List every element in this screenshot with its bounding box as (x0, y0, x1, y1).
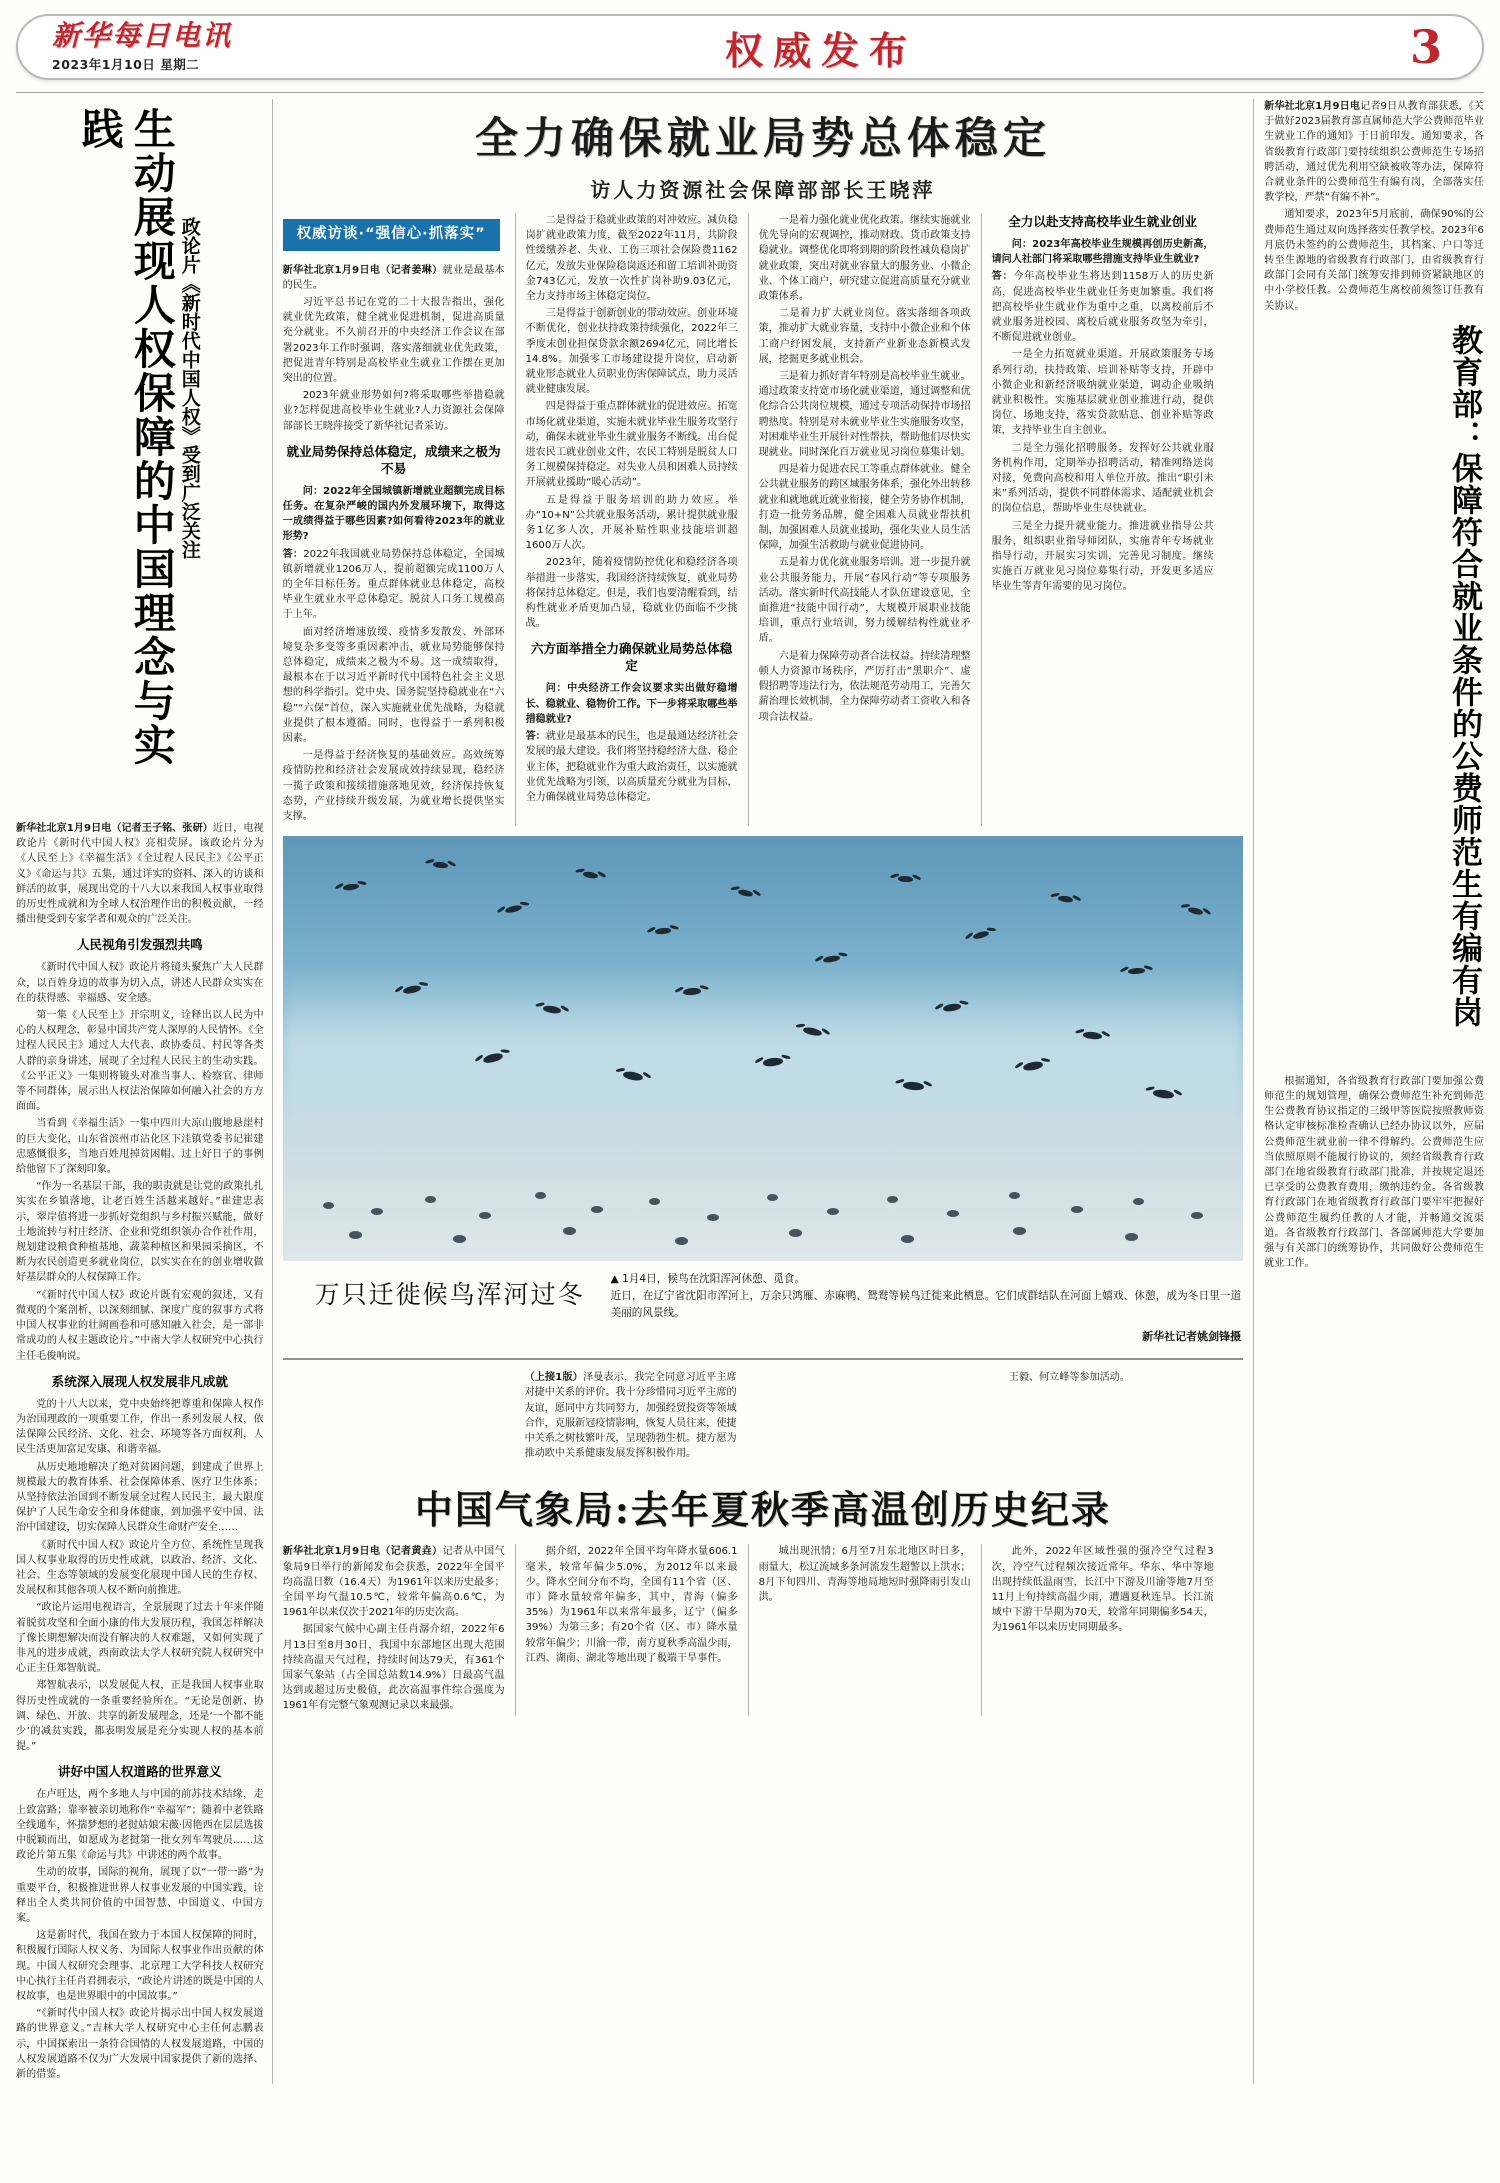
center-para: 五是得益于服务培训的助力效应。举办“10+N”公共就业服务活动，累计提供就业服务1亿多人次，开展补贴性职业技能培训超1600万人次。 (525, 494, 738, 552)
left-para: 《新时代中国人权》政论片全方位、系统性呈现我国人权事业取得的历史性成就，以政治、经济、文化、社会、生态等领域的发展变化展现中国人民的生存权、发展权和其他各项人权不断向前推进。 (16, 1539, 264, 1597)
flying-bird (897, 876, 912, 883)
center-para: 四是得益于重点群体就业的促进效应。拓宽市场化就业渠道，实施未就业毕业生服务攻坚行动，确保未就业毕业生就业服务不断线。出台促进农民工就业创业文件，农民工特别是脱贫人口务工规模保持稳定。对失业人员和困难人员持续开展就业援助“暖心活动”。 (525, 401, 738, 489)
center-section-heading-2: 六方面举措全力确保就业局势总体稳定 (530, 641, 733, 674)
photo-caption-row (283, 1261, 1244, 1348)
photo-caption-body (611, 1271, 1242, 1344)
continued-col-2 (515, 1370, 747, 1463)
left-para: “《新时代中国人权》政论片揭示出中国人权发展道路的世界意义。”吉林大学人权研究中心主任何志鹏表示，中国探索出一条符合国情的人权发展道路，中国的人权发展道路不仅为广大发展中国家提供了新的选择、新的借鉴。 (16, 2008, 264, 2081)
bottom-para: 此外，2022年区域性强的强冷空气过程3次，冷空气过程频次接近常年。华东、华中等地出现持续低温雨雪，长江中下游及川渝等地7月至11月上旬持续高温少雨，遭遇夏秋连旱。长江流域中下游干旱期为70天，较常年同期偏多54天，为1961年以来历史同期最多。 (991, 1546, 1214, 1634)
floating-bird (535, 1192, 546, 1199)
right-para: 通知要求，2023年5月底前，确保90%的公费师范生通过双向选择落实任教学校。2023年6月底仍未签约的公费师范生，其档案、户口等迁转至生源地的省级教育行政部门，由省级教育行政部门会同有关部门统筹安排到师资紧缺地区的中小学校任教。公费师范生离校前须签订任教有关协议。 (1264, 209, 1484, 312)
left-para: 在卢旺达，两个多地人与中国的前苏技术结缘，走上致富路；靠率被亲切地称作“幸福军”；随着中老铁路全线通车，怀揣梦想的老挝姑娘宋薇·因艳西在层层选拔中脱颖而出，如愿成为老挝第一批女列车驾驶员……这政论片第五集《命运与共》中讲述的两个故事。 (16, 1789, 264, 1862)
tag-wrapper (283, 219, 505, 251)
floating-bird (675, 1237, 688, 1245)
center-para: 五是着力优化就业服务培训。进一步提升就业公共服务能力，开展“春风行动”等专项服务活动。落实新时代高技能人才队伍建设意见，全面推进“技能中国行动”，大规模开展职业技能培训，重点行业培训，努力缓解结构性就业矛盾。 (758, 557, 971, 645)
flying-bird (972, 930, 989, 940)
floating-bird (425, 1196, 436, 1203)
flying-bird (582, 871, 598, 880)
floating-bird (827, 1208, 839, 1215)
center-col-3 (749, 213, 981, 826)
left-para: 这是新时代，我国在致力于本国人权保障的同时，积极履行国际人权义务、为国际人权事业作出贡献的体现。中国人权研究会理事、北京理工大学科技人权研究中心执行主任肖君拥表示，“政论片讲述的既是中国的人权故事，也是世界眼中的中国故事。” (16, 1930, 264, 2003)
center-para: 习近平总书记在党的二十大报告指出，强化就业优先政策，健全就业促进机制，促进高质量充分就业。不久前召开的中央经济工作会议在部署2023年工作时强调，落实落细就业优先政策，把促进青年特别是高校毕业生就业工作摆在更加突出的位置。 (282, 296, 505, 384)
flying-bird (432, 861, 448, 869)
floating-bird (563, 1227, 576, 1235)
flying-bird (1057, 895, 1073, 903)
photo-credit: 新华社记者姚剑锋摄 (1142, 1330, 1242, 1344)
center-question: 问：中央经济工作会议要求实出做好稳增长、稳就业、稳物价工作。下一步将采取哪些举措稳就业? (525, 683, 738, 725)
left-para: 生动的故事，国际的视角，展现了以“一带一路”为重要平台，积极推进世界人权事业发展的中国实践，诠释出全人类共同价值的中国智慧、中国道义、中国方案。 (16, 1867, 264, 1924)
center-dateline: 新华社北京1月9日电（记者姜琳） (282, 264, 443, 276)
flying-bird (1187, 906, 1203, 915)
left-headline-block (16, 107, 264, 807)
bottom-para: 据介绍，2022年全国平均年降水量606.1毫米，较常年偏少5.0%，为2012年以来最少。降水空间分布不均，全国有11个省（区、市）降水量较常年偏多，其中，青海（偏多35%）为1961年以来常年最多，辽宁（偏多39%）为第三多；有20个省（区、市）降水量较常年偏少；川渝一带，南方夏秋季高温少雨，江西、湖南、湖北等地出现了极端干旱事件。 (525, 1546, 738, 1664)
flying-bird (342, 883, 359, 891)
left-article (16, 99, 272, 2084)
floating-bird (887, 1196, 898, 1203)
main-columns (16, 99, 1484, 2084)
page-body (16, 92, 1484, 2084)
answer-label: 答： (991, 271, 1014, 283)
photo-shore (283, 1100, 1244, 1262)
right-article-body-bottom (1264, 1074, 1484, 1272)
floating-bird (1133, 1198, 1144, 1205)
photo-migratory-birds (283, 836, 1244, 1261)
left-para: 第一集《人民至上》开宗明义，诠释出以人民为中心的人权理念，彰显中国共产党人深厚的人民情怀。《全过程人民民主》通过人大代表、政协委员、村民等各类人群的亲身讲述，展现了全过程人民民主的生动实践。《公平正义》一集则将镜头对准当事人、检察官、律师等不同群体，展示出人权法治保障如何融入社会的方方面面。 (16, 1010, 264, 1113)
floating-bird (453, 1235, 466, 1243)
left-para: “作为一名基层干部，我的职责就是让党的政策扎扎实实在乡镇落地，让老百姓生活越来越好。”崔建忠表示，翠岸值将进一步抓好党组织与乡村振兴赋能，做好土地流转与村庄经济、企业和党组织领办合作社作用，规划建设粮食种植基地、蔬菜种植区和果园采摘区，不断为农民创造更多就业岗位，以实实在在的创业增收做好基层群众的人权保障工作。 (16, 1181, 264, 1284)
photo-caption-title: 万只迁徙候鸟浑河过冬 (314, 1280, 585, 1310)
page-number: 3 (1409, 20, 1442, 74)
answer-label: 答： (525, 731, 546, 743)
bottom-col-3 (749, 1544, 981, 1715)
left-section-heading-2: 系统深入展现人权发展非凡成就 (51, 1373, 228, 1389)
center-para: 二是着力扩大就业岗位。落实落细各项政策，推动扩大就业容量，支持中小微企业和个体工商户纾困发展，支持新产业新业态新模式发展，挖掘更多就业机会。 (758, 308, 971, 365)
center-text-columns (283, 213, 1244, 826)
floating-bird (371, 1208, 383, 1215)
bottom-para: 据国家气候中心副主任肖潺介绍，2022年6月13日至8月30日，我国中东部地区出现大范围持续高温天气过程，持续时间达79天，有361个国家气象站（占全国总站数14.9%）日最高气温达到或超过历史极值，此次高温事件综合强度为1961年有完整气象观测记录以来最强。 (282, 1624, 505, 1712)
section-separator (283, 1358, 1244, 1360)
left-para: “政论片运用电视语言，全景展现了过去十年来伴随着脱贫攻坚和全面小康的伟大发展历程，我国怎样解决了像长期想解决而没有解决的人权难题，又如何实现了非凡的进步成就，西南政法大学人权研究院人权研究中心正主任郑智航说。 (16, 1602, 264, 1675)
continued-para: 泽曼表示，我完全同意习近平主席对捷中关系的评价。我十分珍惜同习近平主席的友谊，愿同中方共同努力，加强经贸投资等领域合作，克服新冠疫情影响，恢复人员往来，使捷中关系之树枝繁叶茂，呈现勃勃生机。捷方愿为推动欧中关系健康发展发挥积极作用。 (524, 1372, 737, 1460)
floating-bird (479, 1212, 491, 1219)
center-para: 一是全力拓宽就业渠道。开展政策服务专场系列行动，扶持政策、培训补贴等支持，开辟中小微企业和新经济吸纳就业渠道，调动企业吸纳就业积极性。实施基层就业创业推进行动，提供岗位、场地支持，落实贷款贴息、创业补贴等政策，支持毕业生自主创业。 (991, 349, 1214, 437)
center-subhead: 访人力资源社会保障部部长王晓萍 (590, 178, 936, 202)
flying-bird (654, 927, 671, 935)
floating-bird (591, 1206, 603, 1213)
left-section-heading-3: 讲好中国人权道路的世界意义 (57, 1764, 222, 1780)
bottom-para: 记者从中国气象局9日举行的新闻发布会获悉，2022年全国平均高温日数（16.4天）为1961年以来历史最多；全国平均气温10.5℃，较常年偏高0.6℃，为1961年以来仅次于2021年的历史次高。 (282, 1546, 505, 1619)
center-question: 问：2023年高校毕业生规模再创历史新高，请问人社部门将采取哪些措施支持毕业生就业? (991, 239, 1214, 266)
center-para: 六是着力保障劳动者合法权益。持续清理整顿人力资源市场秩序，严厉打击“黑职介”、虚假招聘等违法行为，依法规范劳动用工，完善欠薪治理长效机制，全力保障劳动者工资收入和各项合法权益。 (758, 650, 971, 723)
left-para: 《新时代中国人权》政论片将镜头聚焦广大人民群众，以百姓身边的故事为切入点，讲述人民群众实实在在的获得感、幸福感、安全感。 (16, 962, 264, 1004)
left-para: 郑智航表示，以发展促人权，正是我国人权事业取得历史性成就的一条重要经验所在。“无论是创新、协调、绿色、开放、共享的新发展理念，还是‘一个都不能少’的减贫实践，都表明发展是充分实现人权的基本前提。” (16, 1680, 264, 1753)
answer-label: 答： (282, 548, 304, 560)
center-para: 就业是最基本的民生。 (282, 264, 505, 291)
floating-bird (649, 1198, 660, 1205)
flying-bird (504, 904, 522, 914)
right-para: 根据通知，各省级教育行政部门要加强公费师范生的规划管理，确保公费师范生补充到师范生公费教育协议指定的三级甲等医院按照教师资格认定审核标准检查确认已经办协议以外，应届公费师范生就业前一律不得解约。公费师范生应当依照原则不能履行协议的，须经省级教育行政部门在地省级教育行政部门批准，并按规定退还已享受的公费教育费用，缴纳违约金。各省级教育行政部门在地省级教育行政部门要牢牢把握好公费师范生履约任教的人才能，并畅通交流渠道。各省级教育行政部门、各部属师范大学要加强与有关部门的统筹协作，共同做好公费师范生就业工作。 (1264, 1075, 1484, 1270)
floating-bird (947, 1210, 959, 1217)
left-headline: 生动展现人权保障的中国理念与实践 (75, 107, 177, 767)
center-col-2 (516, 213, 748, 826)
right-headline-block (1264, 324, 1484, 1064)
floating-bird (901, 1235, 914, 1243)
bottom-para: 城出现汛情；6月至7月东北地区时日多，雨量大，松辽流域多条河流发生超警以上洪水；8月下旬四川、青海等地局地短时强降雨引发山洪。 (758, 1546, 971, 1604)
photo-block (283, 836, 1244, 1348)
center-col-4 (982, 213, 1214, 826)
bottom-headline-block (283, 1463, 1244, 1544)
masthead-left (18, 18, 233, 73)
continued-col-1 (283, 1370, 515, 1463)
floating-bird (1125, 1233, 1138, 1241)
bottom-col-4 (982, 1544, 1214, 1715)
center-para: 三是全力提升就业能力。推进就业指导公共服务，组织职业指导师团队，实施青年专场就业指导行动，开展实习实训，完善见习制度。继续实施百万就业见习岗位募集行动，开发更多适应毕业生等青年需要的见习岗位。 (991, 520, 1214, 593)
continued-from-label: （上接1版） (524, 1372, 583, 1384)
flying-bird (737, 889, 753, 898)
right-para: 记者9日从教育部获悉，《关于做好2023届教育部直属师范大学公费师范毕业生就业工作的通知》于日前印发。通知要求，各省级教育行政部门要持续组织公费师范生专场招聘活动，通过优先利用空缺被收等办法，保障符合就业条件的公费师范生有编有岗，全部落实任教学校，严禁“有编不补”。 (1264, 101, 1484, 204)
left-subhead: 政论片《新时代中国人权》受到广泛关注 (178, 217, 201, 559)
continued-para: 王毅、何立峰等参加活动。 (1008, 1372, 1130, 1384)
floating-bird (323, 1202, 334, 1209)
section-title: 权威发布 (724, 27, 917, 73)
center-headline: 全力确保就业局势总体稳定 (474, 114, 1051, 164)
floating-bird (349, 1231, 362, 1239)
publication-date: 2023年1月10日 星期二 (52, 56, 200, 72)
left-para: 当看到《幸福生活》一集中四川大凉山腹地悬崖村的巨大变化，山东省滨州市沾化区下洼镇党委书记崔建忠感慨很多，当地百姓甩掉贫困帽、过上好日子的事例给他留下了深刻印象。 (16, 1118, 264, 1176)
center-block (273, 99, 1254, 2084)
left-para: “《新时代中国人权》政论片既有宏观的叙述，又有微观的个案剖析，以深刻细腻、深度广度的叙事方式将中国人权事业的壮阔画卷和可感知融入社会，是一部非常成功的人权主题政论片。”中南大学人权研究中心执行主任毛俊响说。 (16, 1289, 264, 1362)
center-para: 三是得益于创新创业的带动效应。创业环境不断优化，创业扶持政策持续强化，2022年三季度末创业担保贷款余额2694亿元，同比增长14.8%。加强零工市场建设提升岗位，启动新就业形态就业人员职业伤害保障试点，助力灵活就业健康发展。 (525, 308, 738, 396)
left-dateline: 新华社北京1月9日电（记者王子铭、张研） (16, 823, 213, 834)
newspaper-page (0, 14, 1500, 2183)
center-para: 2023年，随着疫情防控优化和稳经济各项举措进一步落实，我国经济持续恢复，就业局势将保持总体稳定。但是，我们也要清醒看到，结构性就业矛盾更加凸显，稳就业仍面临不少挑战。 (525, 557, 738, 630)
center-para: 四是着力促进农民工等重点群体就业。健全公共就业服务的跨区域服务体系，强化外出转移就业和就地就近就业衔接，健全劳务协作机制，打造一批劳务品牌，健全困难人员就业帮扶机制，加强困难人员就业援助，强化失业人员生活保障，加强生活救助与就业促进协同。 (758, 464, 971, 552)
continued-col-3 (747, 1370, 979, 1463)
center-para: 2022年我国就业局势保持总体稳定，全国城镇新增就业1206万人，提前超额完成1100万人的全年目标任务。重点群体就业总体稳定，高校毕业生就业水平总体稳定。脱贫人口务工规模高于上年。 (282, 548, 505, 621)
floating-bird (1071, 1206, 1083, 1213)
center-para: 三是着力抓好青年特别是高校毕业生就业。通过政策支持宽市场化就业渠道，通过调整和优化综合公共岗位规模，通过专项活动保持市场招聘热度。特别是对未就业毕业生实施服务攻坚，对困难毕业生开展针对性帮扶，帮助他们尽快实现就业。同时深化百万就业见习岗位募集计划。 (758, 371, 971, 459)
center-col-1 (283, 213, 515, 826)
bottom-dateline: 新华社北京1月9日电（记者黄垚） (282, 1546, 443, 1558)
flying-bird (822, 955, 840, 964)
center-para: 一是着力强化就业优化政策。继续实施就业优先导向的宏观调控，推动财政、货币政策支持稳就业。调整优化即将到期的阶段性减负稳岗扩就业政策，突出对就业容量大的服务业、小微企业、个体工商户，研究建立促进高质量充分就业政策体系。 (758, 215, 971, 303)
bottom-col-2 (516, 1544, 748, 1715)
floating-bird (1191, 1212, 1203, 1219)
center-question: 问：2022年全国城镇新增就业超额完成目标任务。在复杂严峻的国内外发展环境下，取得这一成绩得益于哪些因素?如何看待2023年的就业形势? (282, 485, 505, 543)
center-para: 今年高校毕业生将达到1158万人的历史新高，促进高校毕业生就业任务更加繁重。我们将把高校毕业生就业作为重中之重，以离校前后不就业服务进校园、离校后就业服务攻坚为牵引，不断促进就业创业。 (991, 271, 1214, 344)
right-dateline: 新华社北京1月9日电 (1264, 101, 1361, 112)
center-para: 二是得益于稳就业政策的对冲效应。减负稳岗扩就业政策力度，截至2022年11月，共阶段性缓缴养老、失业、工伤三项社会保险费1162亿元，发放失业保险稳岗返还和留工培训补助资金743亿元，发放一次性扩岗补助9.03亿元，全力支持市场主体稳定岗位。 (525, 215, 738, 303)
right-article-body-top (1264, 99, 1484, 314)
photo-caption-text: 近日，在辽宁省沈阳市浑河上，万余只鸿雁、赤麻鸭、鸳鸯等候鸟迁徙来此栖息。它们成群结队在河面上嬉戏、休憩，成为冬日里一道美丽的风景线。 (610, 1290, 1242, 1320)
center-headline-block (283, 99, 1244, 207)
floating-bird (1009, 1192, 1020, 1199)
center-para: 二是全力强化招聘服务。发挥好公共就业服务机构作用，定期举办招聘活动，精准网络送岗对接，免费向高校和用人单位开放。推出“职引未来”系列活动，提供不同群体需求、适配就业机会的岗位信息，帮助毕业生尽快就业。 (991, 442, 1214, 515)
bottom-columns (283, 1544, 1244, 1715)
left-para: 从历史地地解决了绝对贫困问题，到建成了世界上规模最大的教育体系、社会保障体系、医疗卫生体系；从坚持依法治国到不断发展全过程人民民主，最大限度保护了人民生命安全和身体健康，到加强平安中国、法治中国建设，切实保障人民群众生命财产安全…… (16, 1461, 264, 1534)
bottom-col-1 (283, 1544, 515, 1715)
center-section-heading-3: 全力以赴支持高校毕业生就业创业 (1008, 214, 1198, 229)
newspaper-logo: 新华每日电讯 (52, 18, 233, 52)
floating-bird (1013, 1227, 1026, 1235)
left-section-heading-1: 人民视角引发强烈共鸣 (76, 937, 203, 953)
photo-caption-lead: ▲ 1月4日，候鸟在沈阳浑河休憩、觅食。 (610, 1273, 806, 1286)
continued-columns (283, 1370, 1244, 1463)
center-para: 面对经济增速放缓、疫情多发散发、外部环境复杂多变等多重因素冲击，就业局势能够保持总体稳定，成绩来之极为不易。这一成绩取得，最根本在于以习近平新时代中国特色社会主义思想的科学指引。党中央、国务院坚持稳就业在“六稳”“六保”首位，深入实施就业优先战略，为稳就业提供了根本遵循。同时，也得益于一系列积极因素。 (282, 626, 505, 744)
masthead-center (232, 20, 1410, 75)
left-article-body (16, 821, 264, 2082)
floating-bird (767, 1194, 778, 1201)
center-para: 一是得益于经济恢复的基础效应。高效统筹疫情防控和经济社会发展成效持续显现，稳经济一揽子政策和接续措施落地见效，经济保持恢复态势，产业持续升级发展，为就业增长提供坚实支撑。 (282, 750, 505, 822)
right-headline: 教育部：保障符合就业条件的公费师范生有编有岗 (1445, 323, 1482, 1028)
center-section-heading-1: 就业局势保持总体稳定，成绩来之极为不易 (286, 443, 501, 476)
continued-col-4 (979, 1370, 1211, 1463)
interview-tag: 权威访谈·“强信心·抓落实” (283, 219, 500, 251)
bottom-headline: 中国气象局:去年夏秋季高温创历史纪录 (414, 1487, 1111, 1533)
right-article (1254, 99, 1484, 2084)
masthead (16, 14, 1484, 80)
floating-bird (707, 1214, 719, 1221)
floating-bird (789, 1229, 802, 1237)
left-para: 党的十八大以来，党中央始终把尊重和保障人权作为治国理政的一项重要工作，作出一系列发展人权，依法保障公民经济、文化、社会、环境等各方面权利，人民生活更加富足安康、和谐幸福。 (16, 1398, 264, 1456)
left-para: 近日，电视政论片《新时代中国人权》亮相荧屏。该政论片分为《人民至上》《幸福生活》《全过程人民民主》《公平正义》《命运与共》五集，通过详实的资料、深入的访谈和鲜活的故事，展现出党的十八大以来我国人权事业取得的历史性成就和为全球人权治理作出的积极贡献，一经播出便受到专家学者和观众的广泛关注。 (16, 823, 264, 926)
top-rule (16, 92, 1484, 93)
masthead-right (1409, 20, 1482, 74)
center-para: 2023年就业形势如何?将采取哪些举措稳就业?怎样促进高校毕业生就业?人力资源社会保障部部长王晓萍接受了新华社记者采访。 (282, 390, 505, 432)
center-para: 就业是最基本的民生，也是最通达经济社会发展的最大建设。我们将坚持稳经济大盘、稳企业主体，把稳就业作为重大政治责任，以实施就业优先战略为引领，以高质量充分就业为目标，全力确保就业局势总体稳定。 (525, 731, 738, 803)
